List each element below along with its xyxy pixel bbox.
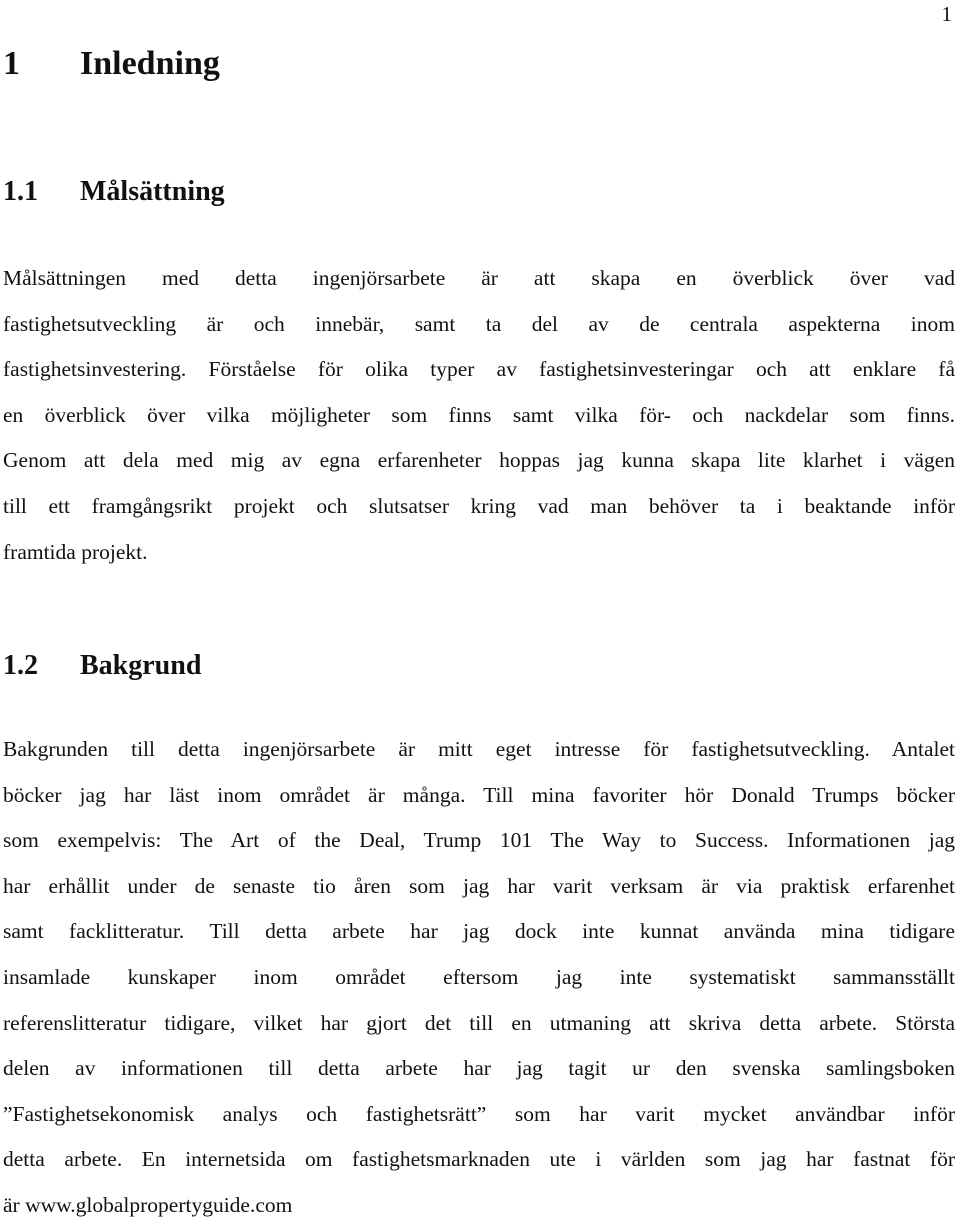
section-number: 1.2: [3, 650, 38, 681]
text-line: detta arbete. En internetsida om fastighetsmarknaden ute i världen som jag har fastnat för: [3, 1147, 955, 1172]
text-line: framtida projekt.: [3, 539, 148, 564]
section-title: Bakgrund: [80, 650, 202, 681]
text-line: referenslitteratur tidigare, vilket har gjort det till en utmaning att skriva detta arbete. Största: [3, 1010, 955, 1035]
text-line: en överblick över vilka möjligheter som finns samt vilka för- och nackdelar som finns.: [3, 402, 955, 427]
section-title: Målsättning: [80, 176, 225, 207]
section-body-bakgrund: [3, 727, 955, 1229]
text-line: fastighetsinvestering. Förståelse för olika typer av fastighetsinvesteringar och att enklare få: [3, 357, 955, 382]
page-number: 1: [941, 2, 952, 26]
text-line: samt facklitteratur. Till detta arbete har jag dock inte kunnat använda mina tidigare: [3, 919, 955, 944]
chapter-title: Inledning: [80, 45, 220, 82]
text-line: ”Fastighetsekonomisk analys och fastighetsrätt” som har varit mycket användbar inför: [3, 1101, 955, 1126]
section-heading-malsattning: [3, 174, 225, 210]
text-line: delen av informationen till detta arbete har jag tagit ur den svenska samlingsboken: [3, 1056, 955, 1081]
text-line: böcker jag har läst inom området är många. Till mina favoriter hör Donald Trumps böcker: [3, 782, 955, 807]
text-line: Målsättningen med detta ingenjörsarbete är att skapa en överblick över vad: [3, 266, 955, 290]
chapter-number: 1: [3, 45, 20, 82]
text-line: insamlade kunskaper inom området eftersom jag inte systematiskt sammansställt: [3, 964, 955, 989]
section-number: 1.1: [3, 176, 38, 207]
text-line: är www.globalpropertyguide.com: [3, 1192, 293, 1217]
text-line: som exempelvis: The Art of the Deal, Trump 101 The Way to Success. Informationen jag: [3, 828, 955, 853]
text-line: har erhållit under de senaste tio åren som jag har varit verksam är via praktisk erfarenhet: [3, 873, 955, 898]
section-body-malsattning: [3, 256, 955, 575]
text-line: till ett framgångsrikt projekt och slutsatser kring vad man behöver ta i beaktande inför: [3, 493, 955, 518]
chapter-heading: [3, 42, 220, 86]
text-line: Genom att dela med mig av egna erfarenheter hoppas jag kunna skapa lite klarhet i vägen: [3, 448, 955, 473]
text-line: fastighetsutveckling är och innebär, samt ta del av de centrala aspekterna inom: [3, 311, 955, 336]
text-line: Bakgrunden till detta ingenjörsarbete är mitt eget intresse för fastighetsutveckling. Antalet: [3, 737, 955, 761]
section-heading-bakgrund: [3, 648, 201, 684]
